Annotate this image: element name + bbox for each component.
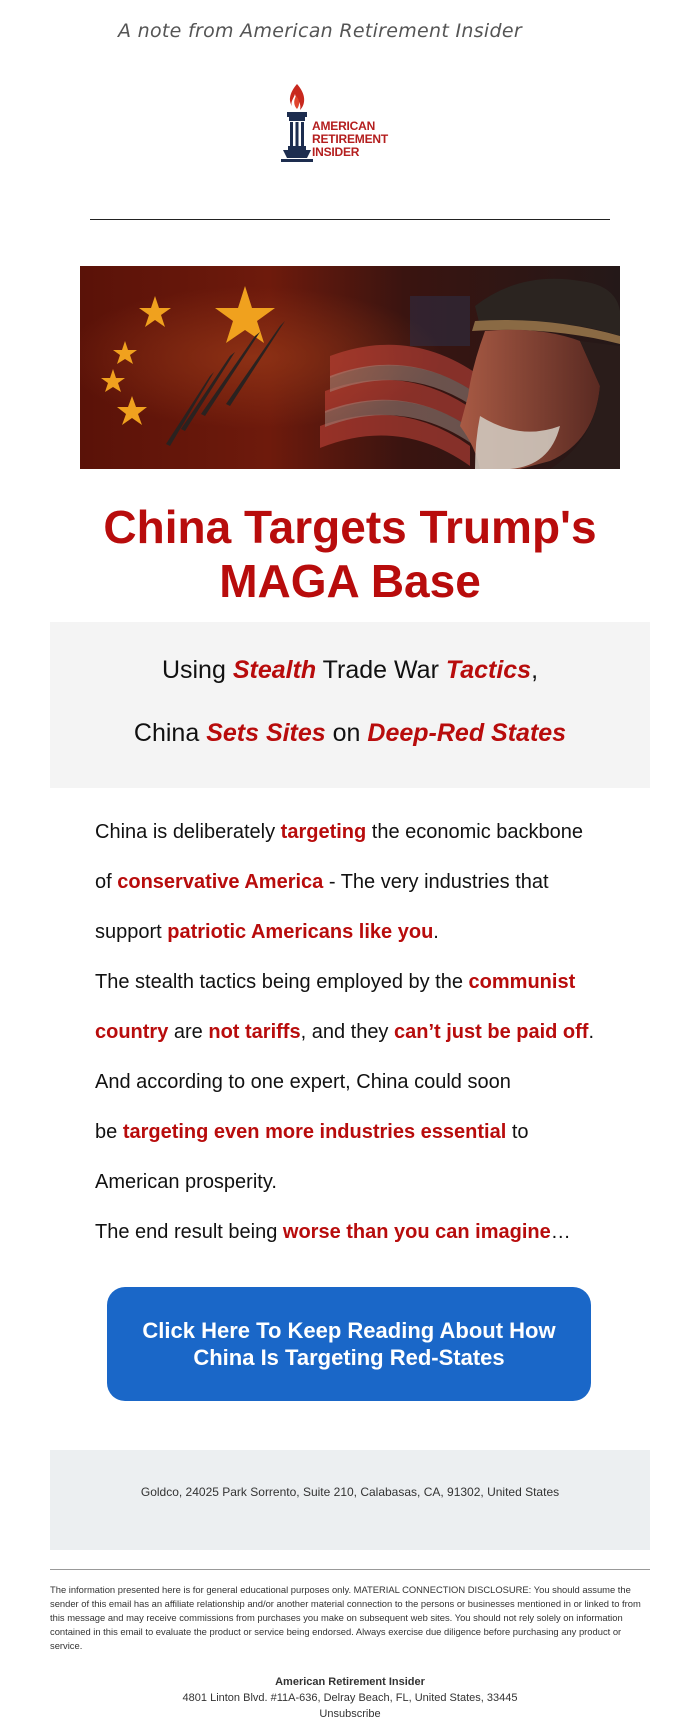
body-line: China is deliberately targeting the economic backbone [95,821,584,843]
body-line: And according to one expert, China could soon [95,1071,511,1093]
disclaimer-text: The information presented here is for general educational purposes only. MATERIAL CONNECTION DISCLOSURE: You should assume the sender of this email has an affiliate relationship and/or another material connection to the persons or businesses mentioned in or linked to from this message and may receive commissions from purchases you make on subsequent web sites. You should not rely solely on information contained in this email to evaluate the product or service being endorsed. Always exercise due diligence before purchasing any product or service. [50,1584,641,1651]
subheadline-line-1: Using Stealth Trade War Tactics, [161,656,539,684]
footer-divider [50,1569,650,1570]
body-line: support patriotic Americans like you. [95,921,439,943]
body-copy [95,812,615,1262]
sender-address: 4801 Linton Blvd. #11A-636, Delray Beach, FL, United States, 33445 [182,1692,518,1704]
hero-image [80,266,620,469]
brand-logo [280,82,420,168]
headline: China Targets Trump's MAGA Base [103,501,597,607]
sender-note: A note from American Retirement Insider [118,20,522,42]
sender-name: American Retirement Insider [275,1676,425,1688]
body-line: American prosperity. [95,1171,277,1193]
cta-label-line-1: Click Here To Keep Reading About How [142,1318,556,1343]
subheadline-box [50,622,650,788]
subheadline-line-2: China Sets Sites on Deep-Red States [133,719,567,747]
body-line: The end result being worse than you can imagine… [95,1221,571,1243]
cta-label-line-2: China Is Targeting Red-States [193,1345,505,1370]
torch-logo-icon [280,82,314,168]
logo-wordmark: AMERICAN RETIREMENT INSIDER [312,119,389,159]
body-line: The stealth tactics being employed by the communist [95,971,576,993]
body-line: of conservative America - The very industries that [95,871,549,893]
sponsor-address: Goldco, 24025 Park Sorrento, Suite 210, Calabasas, CA, 91302, United States [140,1485,560,1499]
sponsor-address-box [50,1450,650,1550]
body-line: country are not tariffs, and they can’t just be paid off. [95,1021,595,1043]
unsubscribe-link[interactable]: Unsubscribe [319,1708,381,1720]
divider-line [90,219,610,220]
body-line: be targeting even more industries essential to [95,1121,529,1143]
keep-reading-button[interactable] [107,1287,591,1401]
